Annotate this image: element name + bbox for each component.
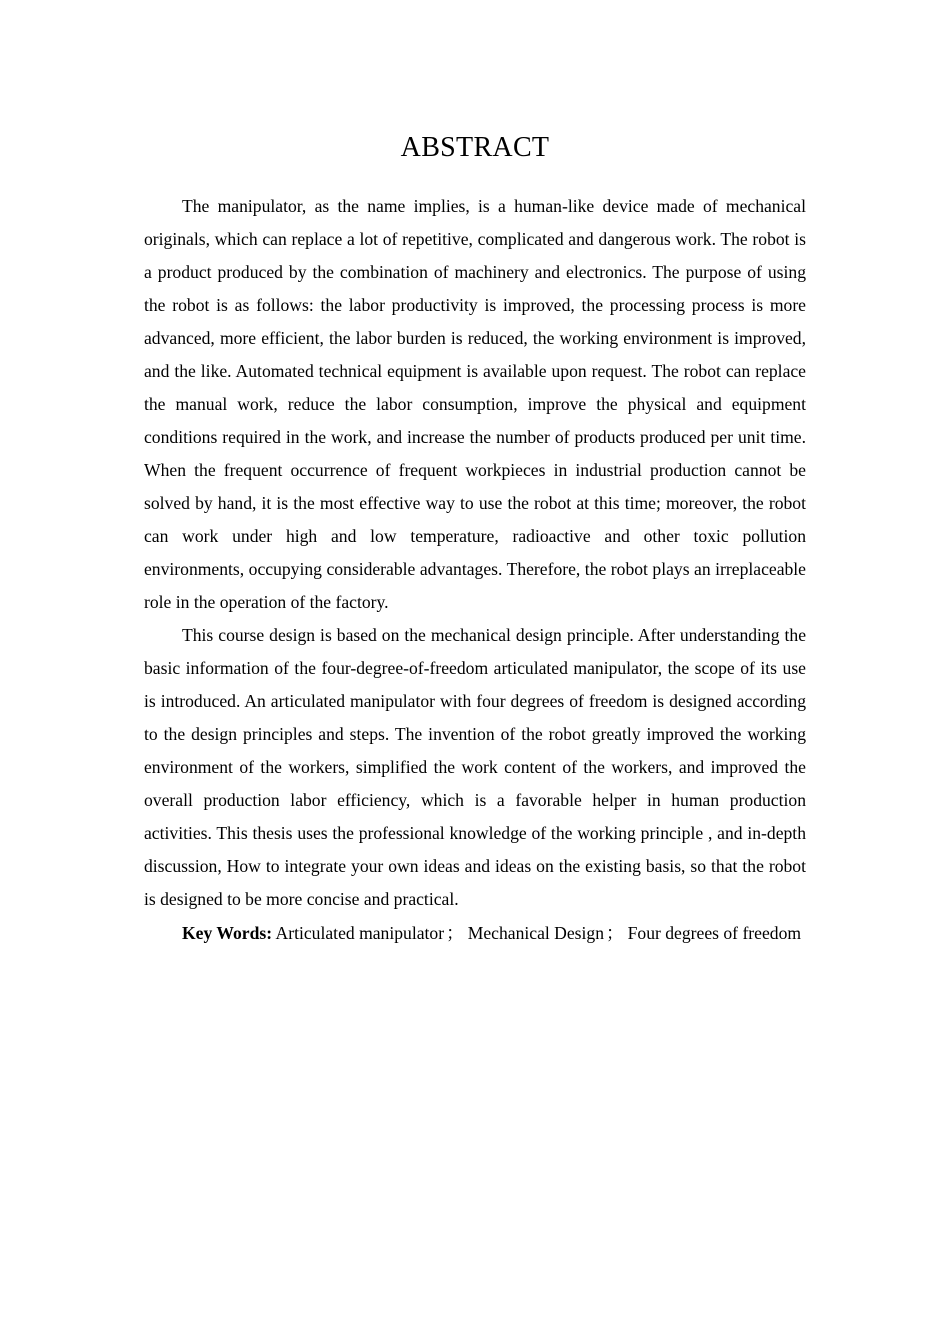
keyword-item: Four degrees of freedom [627, 923, 802, 943]
keyword-item: Articulated manipulator [275, 923, 445, 943]
keyword-separator: ； [606, 923, 624, 943]
abstract-section [144, 128, 806, 950]
abstract-title: ABSTRACT [400, 132, 550, 163]
keyword-separator: ； [446, 923, 464, 943]
abstract-paragraph-1: The manipulator, as the name implies, is a human-like device made of mechanical originals, which can replace a lot of repetitive, complicated and dangerous work. The robot is a product produced by the combination of machinery and electronics. The purpose of using the robot is as follows: the labor productivity is improved, the processing process is more advanced, more efficient, the labor burden is reduced, the working environment is improved, and the like. Automated technical equipment is available upon request. The robot can replace the manual work, reduce the labor consumption, improve the physical and equipment conditions required in the work, and increase the number of products produced per unit time. When the frequent occurrence of frequent workpieces in industrial production cannot be solved by hand, it is the most effective way to use the robot at this time; moreover, the robot can work under high and low temperature, radioactive and other toxic pollution environments, occupying considerable advantages. Therefore, the robot plays an irreplaceable role in the operation of the factory. [144, 196, 806, 612]
keyword-item: Mechanical Design [467, 923, 605, 943]
abstract-paragraph-2: This course design is based on the mechanical design principle. After understanding the basic information of the four-degree-of-freedom articulated manipulator, the scope of its use is introduced. An articulated manipulator with four degrees of freedom is designed according to the design principles and steps. The invention of the robot greatly improved the working environment of the workers, simplified the work content of the workers, and improved the overall production labor efficiency, which is a favorable helper in human production activities. This thesis uses the professional knowledge of the working principle , and in-depth discussion, How to integrate your own ideas and ideas on the existing basis, so that the robot is designed to be more concise and practical. [144, 625, 806, 909]
keywords-line [144, 917, 806, 950]
keywords-label: Key Words: [182, 923, 273, 943]
